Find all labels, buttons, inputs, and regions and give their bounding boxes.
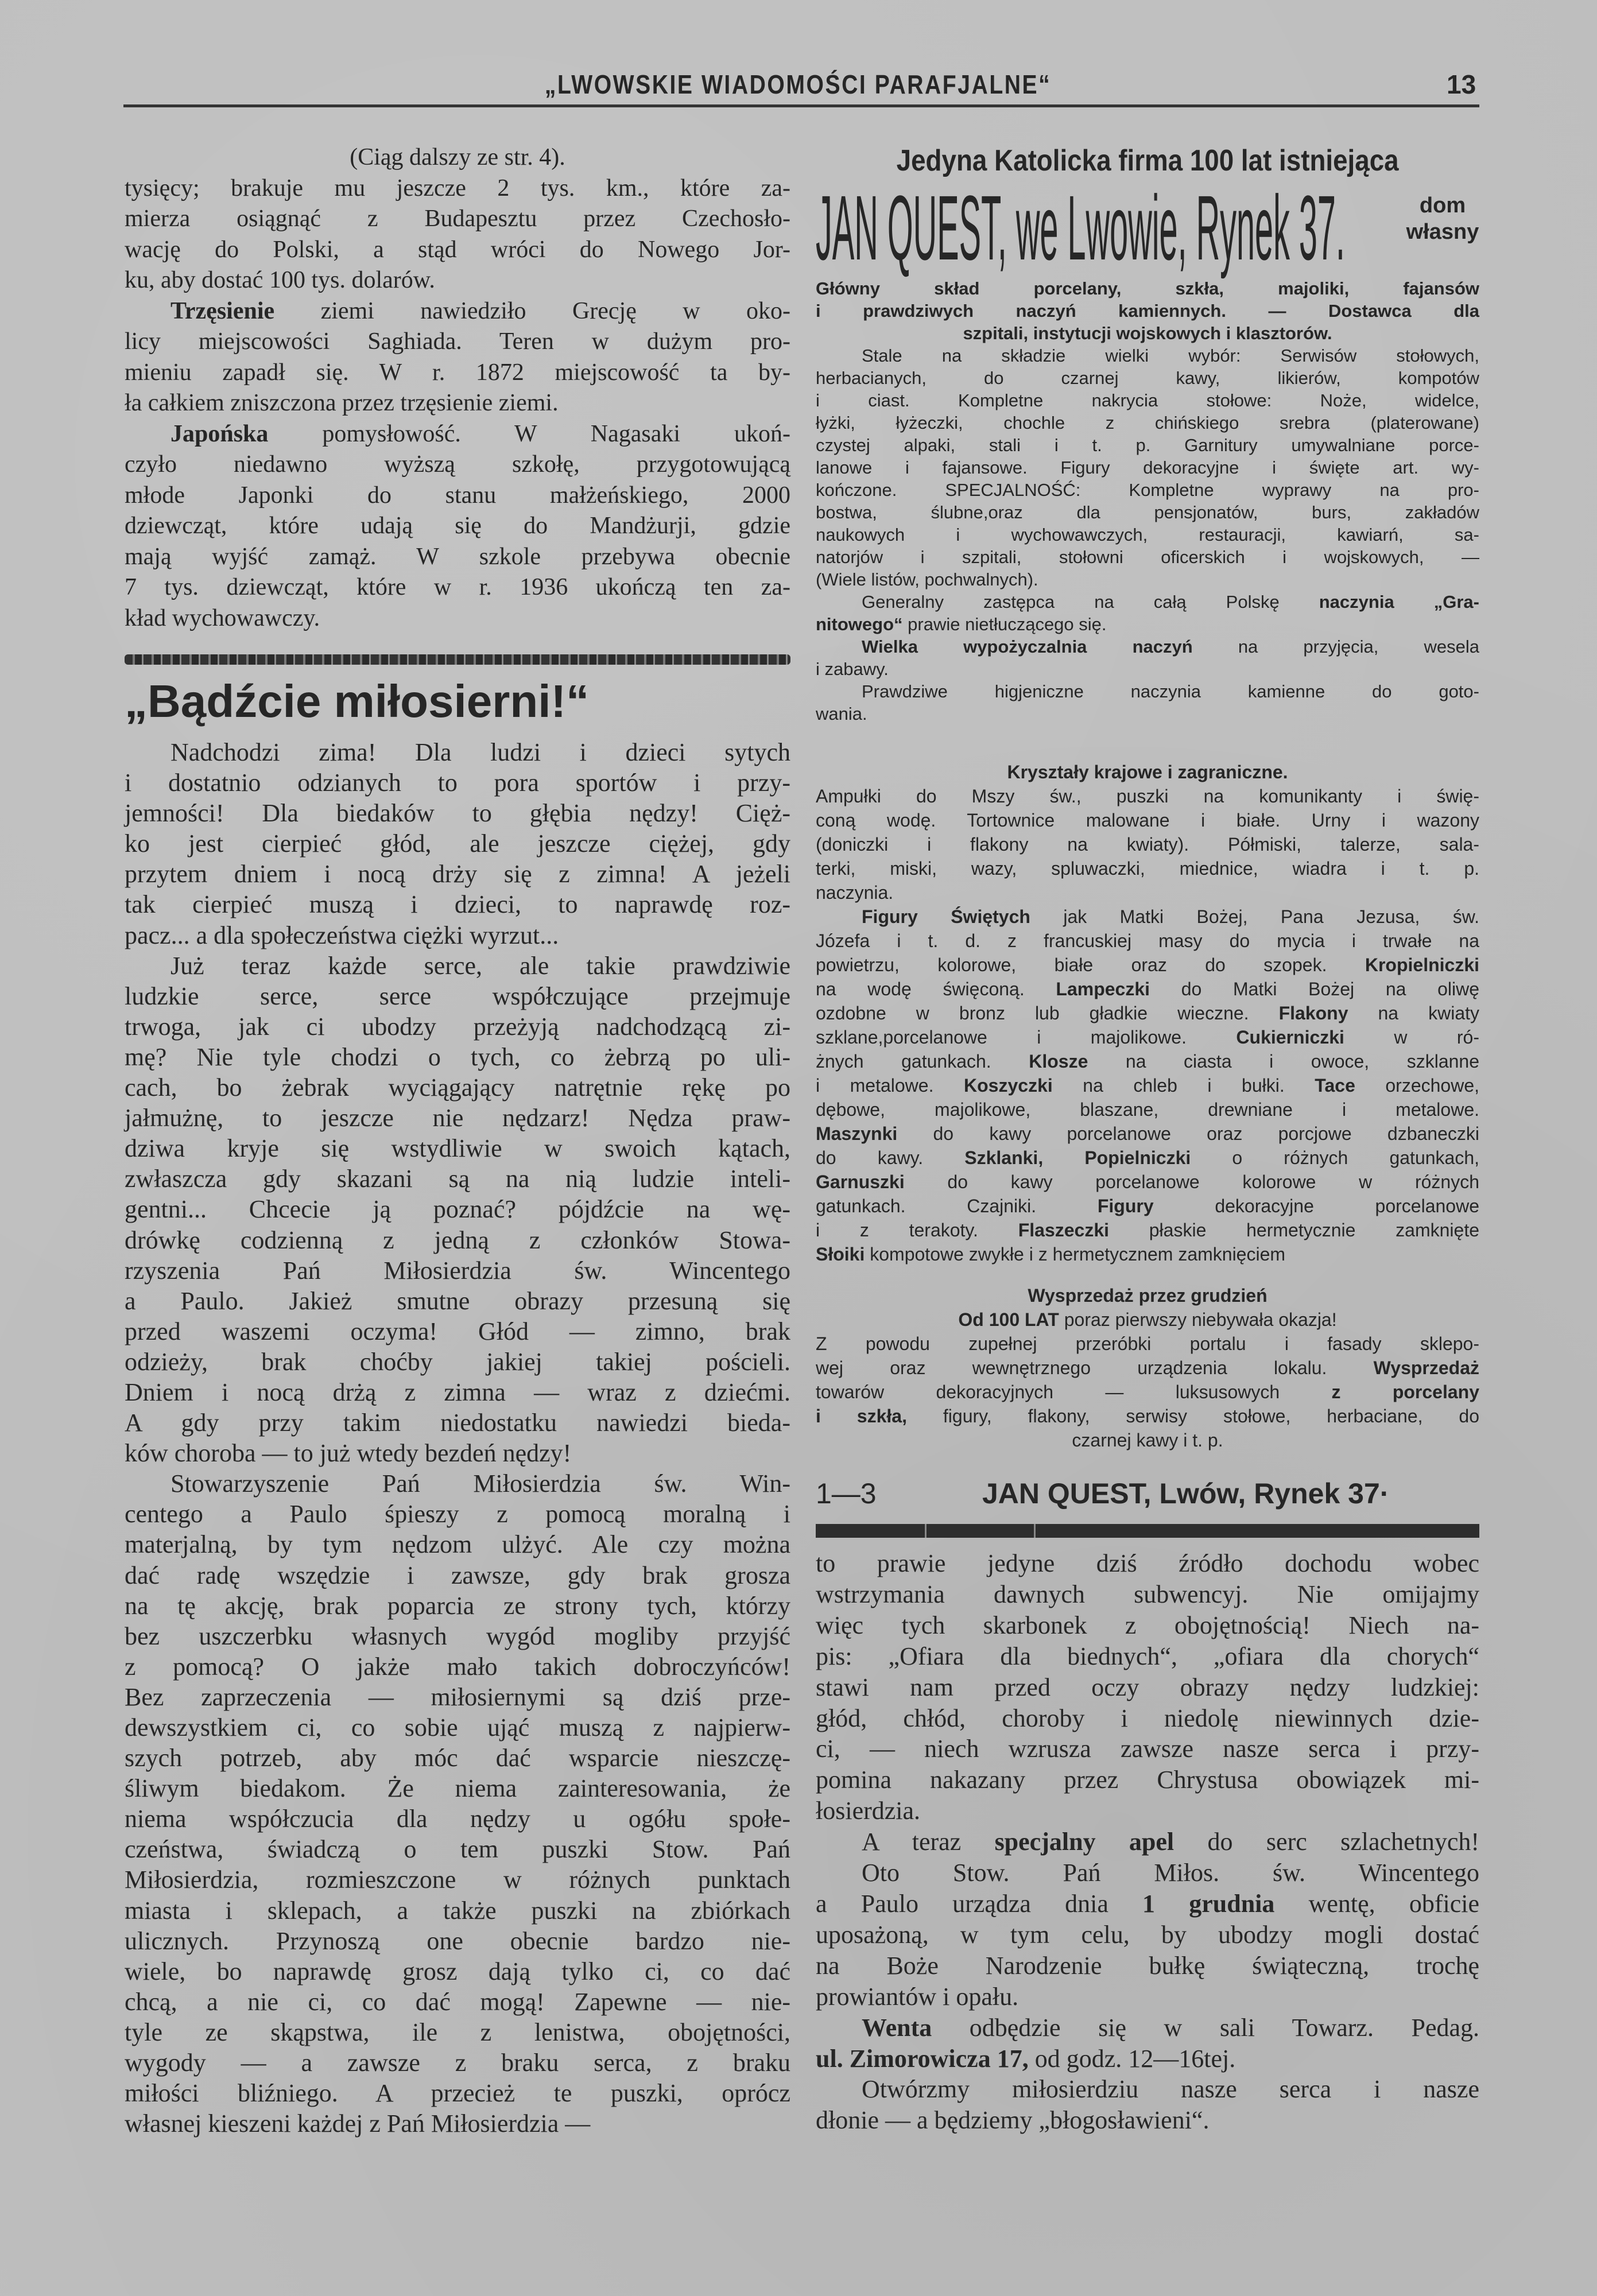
text-line: 7 tys. dziewcząt, które w r. 1936 ukończą ten za-	[125, 574, 790, 600]
text-segment: orzechowe,	[1355, 1075, 1480, 1096]
bold-text: z porcelany	[1331, 1382, 1479, 1402]
text-line: Stowarzyszenie Pań Miłosierdzia św. Win-	[170, 1469, 790, 1498]
text-segment: odbędzie się w sali Towarz. Pedag.	[932, 2013, 1479, 2042]
text-segment: do kawy.	[816, 1147, 965, 1168]
text-line	[816, 905, 1479, 929]
article-body-right	[816, 1548, 1479, 2136]
text-line	[816, 1025, 1479, 1049]
text-line: przytem dniem i nocą drży się z zimna! A jeżeli	[125, 860, 790, 889]
text-line: więc tych skarbonek z obojętnością! Niech na-	[816, 1611, 1479, 1639]
text-segment: poraz pierwszy niebywała okazja!	[1059, 1309, 1337, 1330]
text-line: Ampułki do Mszy św., puszki na komunikanty i świę-	[816, 786, 1479, 806]
text-line: stawi nam przed oczy obrazy nędzy ludzkiej:	[816, 1673, 1479, 1701]
ad-signature-name: JAN QUEST, Lwów, Rynek 37·	[982, 1477, 1390, 1510]
bold-text: Wysprzedaż	[1373, 1358, 1479, 1378]
text-segment: powietrzu, kolorowe, białe oraz do szopek.	[816, 955, 1365, 975]
text-line: Prawdziwe higjeniczne naczynia kamienne do goto-	[862, 681, 1479, 701]
bold-text: Lampeczki	[1056, 979, 1150, 999]
text-line: dłonie — a będziemy „błogosławieni“.	[816, 2106, 1210, 2135]
text-line	[816, 1122, 1479, 1146]
text-segment: na ciasta i owoce, szklanne	[1088, 1051, 1479, 1072]
text-line: Już teraz każde serce, ale takie prawdziwie	[170, 951, 790, 980]
text-line: na tę akcję, brak poparcia ze strony tych, którzy	[125, 1591, 790, 1620]
text-line: jemności! Dla biedaków to głębia nędzy! Cięż-	[125, 799, 790, 828]
text-segment: na przyjęcia, wesela	[1192, 637, 1480, 657]
text-line: (Wiele listów, pochwalnych).	[816, 569, 1038, 589]
bold-text: 1 grudnia	[1142, 1889, 1275, 1918]
ad-wlasny: własny	[1406, 220, 1479, 244]
text-segment: do kawy porcelanowe kolorowe w różnych	[904, 1172, 1479, 1192]
text-segment: A teraz	[862, 1828, 995, 1856]
text-line: Dniem i nocą drżą z zimna — wraz z dziećmi.	[125, 1378, 790, 1406]
text-segment: na chleb i bułki.	[1052, 1075, 1315, 1096]
text-line: drówkę codzienną z jedną z członków Stowa-	[125, 1225, 790, 1254]
text-line: chcą, a nie ci, co dać mogą! Zapewne — nie-	[125, 1987, 790, 2016]
text-line: wygody — a zawsze z braku serca, z braku	[125, 2049, 790, 2077]
text-line: własnej kieszeni każdej z Pań Miłosierdzia —	[125, 2109, 591, 2138]
text-segment: w ró-	[1344, 1027, 1480, 1048]
text-line: jałmużnę, to jeszcze nie nędzarz! Nędza praw-	[125, 1104, 790, 1133]
text-line: pacz... a dla społeczeństwa ciężki wyrzut...	[125, 921, 559, 949]
bold-text: ul. Zimorowicza 17,	[816, 2044, 1029, 2073]
text-line: i ciast. Kompletne nakrycia stołowe: Noże, widelce,	[816, 390, 1479, 410]
text-segment: jak Matki Bożej, Pana Jezusa, św.	[1030, 906, 1479, 927]
text-line: kończone. SPECJALNOŚĆ: Kompletne wyprawy na pro-	[816, 480, 1479, 500]
text-line: Nadchodzi zima! Dla ludzi i dzieci sytych	[170, 738, 790, 766]
text-segment: gatunkach. Czajniki.	[816, 1196, 1098, 1216]
text-line	[816, 1242, 1479, 1266]
ad-signature	[816, 1475, 1479, 1512]
bold-text: Japońska	[170, 420, 269, 447]
text-line: naukowych i wychowawczych, restauracji, kawiarń, sa-	[816, 525, 1479, 545]
text-segment: towarów dekoracyjnych — luksusowych	[816, 1382, 1332, 1402]
text-line: ko jest cierpieć głód, ale jeszcze ciężej, gdy	[125, 829, 790, 858]
text-line: a Paulo. Jakież smutne obrazy przesuną się	[125, 1286, 790, 1315]
text-segment: dekoracyjne porcelanowe	[1153, 1196, 1480, 1216]
bold-text: Tace	[1315, 1075, 1355, 1096]
text-line: miasta i sklepach, a także puszki na zbiórkach	[125, 1896, 790, 1925]
text-line: mierza osiągnąć z Budapesztu przez Czechosło-	[125, 205, 790, 232]
bold-text: szpitali, instytucji wojskowych i klasztorów.	[963, 323, 1332, 343]
text-line: herbacianych, do czarnej kawy, likierów, kompotów	[816, 368, 1479, 388]
text-line: naczynia.	[816, 882, 894, 903]
ad-body-main	[816, 277, 1479, 725]
text-line: centego a Paulo śpieszy z pomocą moralną i	[125, 1500, 790, 1529]
text-segment: płaskie hermetycznie zamknięte	[1109, 1220, 1480, 1240]
text-line: wania.	[816, 704, 867, 724]
text-line: A gdy przy takim niedostatku nawiedzi bieda-	[125, 1409, 790, 1437]
text-line: rzyszenia Pań Miłosierdzia św. Wincentego	[125, 1256, 790, 1285]
article-title: „Bądźcie miłosierni!“	[125, 676, 590, 727]
text-line: dewszystkiem ci, co sobie ująć muszą z najpierw-	[125, 1713, 790, 1742]
text-line	[816, 322, 1479, 344]
text-segment: do serc szlachetnych!	[1174, 1828, 1479, 1856]
text-segment: a Paulo urządza dnia	[816, 1889, 1143, 1918]
text-line	[816, 1380, 1479, 1404]
bold-text: nitowego“	[816, 614, 903, 634]
text-line: natorjów i szpitali, stołowni oficerskich i wojskowych, —	[816, 547, 1479, 567]
text-line: ku, aby dostać 100 tys. dolarów.	[125, 267, 435, 293]
bold-text: Wenta	[862, 2013, 932, 2042]
text-segment: kompotowe zwykłe i z hermetycznem zamknięciem	[865, 1244, 1286, 1265]
text-line: tyle ze skąpstwa, ile z lenistwa, obojętności,	[125, 2018, 790, 2046]
text-line: wiele, bo naprawdę grosz dają tylko ci, co dać	[125, 1957, 790, 1985]
text-segment: na wodę święconą.	[816, 979, 1056, 999]
text-line: Otwórzmy miłosierdziu nasze serca i nasze	[862, 2075, 1479, 2104]
text-segment: o różnych gatunkach,	[1191, 1147, 1480, 1168]
text-segment: wej oraz wewnętrznego urządzenia lokalu.	[816, 1358, 1374, 1378]
bold-text: Garnuszki	[816, 1172, 905, 1192]
text-line	[816, 1308, 1479, 1332]
newspaper-title	[402, 69, 1194, 100]
ad-dom-wlasny	[1405, 192, 1480, 245]
text-line	[816, 977, 1479, 1001]
ad-company-name: JAN QUEST, we Lwowie, Rynek 37.	[816, 176, 1345, 279]
text-line: czarnej kawy i t. p.	[1072, 1430, 1223, 1450]
text-segment: szklane,porcelanowe i majolikowe.	[816, 1027, 1236, 1048]
bold-text: Kropielniczki	[1365, 955, 1479, 975]
text-segment: na kwiaty	[1348, 1003, 1480, 1023]
news-briefs-column	[125, 142, 790, 634]
bold-text: i prawdziwych naczyń kamiennych. — Dostawca dla	[816, 301, 1479, 321]
text-line: dać radę wszędzie i zawsze, gdy brak grosza	[125, 1561, 790, 1589]
text-line	[125, 296, 790, 327]
ad-body-products	[816, 760, 1479, 1452]
ad-insertion-number: 1—3	[816, 1477, 877, 1510]
text-line	[816, 1218, 1479, 1242]
article-body-left	[125, 737, 790, 2139]
text-line: ludzkie serce, serce współczujące przejmuje	[125, 982, 790, 1010]
bold-text: Słoiki	[816, 1244, 865, 1265]
text-segment: prawie nietłuczącego się.	[902, 614, 1107, 634]
text-line: Józefa i t. d. z francuskiej masy do mycia i trwałe na	[816, 930, 1479, 951]
bold-text: Trzęsienie	[170, 297, 275, 324]
bold-text: Flakony	[1278, 1003, 1348, 1023]
text-line	[816, 1049, 1479, 1073]
text-line	[125, 419, 790, 450]
ad-dom: dom	[1419, 193, 1466, 218]
text-line: i dostatnio odzianych to pora sportów i przy-	[125, 769, 790, 797]
text-line: ła całkiem zniszczona przez trzęsienie ziemi.	[125, 390, 559, 416]
text-line: ci, — niech wzrusza zawsze nasze serca i przy-	[816, 1735, 1479, 1763]
bold-text: specjalny apel	[994, 1828, 1175, 1856]
text-line	[816, 1356, 1479, 1380]
text-line: Miłosierdzia, rozmieszczone w różnych punktach	[125, 1865, 790, 1894]
bold-text: Szklanki, Popielniczki	[964, 1147, 1191, 1168]
text-line: czyło niedawno wyższą szkołę, przygotowującą	[125, 451, 790, 478]
text-line: młode Japonki do stanu małżeńskiego, 2000	[125, 482, 790, 509]
bold-text: Od 100 LAT	[958, 1309, 1059, 1330]
text-line: szych potrzeb, aby móc dać wsparcie nieszczę-	[125, 1744, 790, 1773]
text-segment: żnych gatunkach.	[816, 1051, 1029, 1072]
ornamental-divider	[125, 654, 790, 665]
text-line	[816, 277, 1479, 300]
text-line	[816, 591, 1479, 613]
text-segment: i z terakoty.	[816, 1220, 1018, 1240]
text-line: czeństwa, świadczą o tem puszki Stow. Pań	[125, 1835, 790, 1864]
text-segment: i metalowe.	[816, 1075, 964, 1096]
text-line: wację do Polski, a stąd wróci do Nowego Jor-	[125, 236, 790, 263]
text-line: dębowe, majolikowe, blaszane, drewniane i metalowe.	[816, 1099, 1479, 1120]
text-line: mę? Nie tyle chodzi o tych, co żebrzą po uli-	[125, 1042, 790, 1071]
bold-text: Główny skład porcelany, szkła, majoliki, fajansów	[816, 278, 1479, 298]
text-line: z pomocą? O jakże mało takich dobroczyńców!	[125, 1652, 790, 1681]
text-line	[816, 613, 1479, 635]
text-segment: pomysłowość. W Nagasaki ukoń-	[268, 420, 790, 447]
text-line: to prawie jedyne dziś źródło dochodu wobec	[816, 1549, 1479, 1577]
text-line: cach, bo żebrak wyciągający natrętnie rękę po	[125, 1073, 790, 1102]
bold-text: Kryształy krajowe i zagraniczne.	[1007, 762, 1288, 782]
text-line: i zabawy.	[816, 659, 889, 679]
text-line: tak cierpieć muszą i dzieci, to naprawdę roz-	[125, 890, 790, 919]
text-line: dziwa kryje się wstydliwie w swoich kątach,	[125, 1134, 790, 1163]
text-segment: do Matki Bożej na oliwę	[1150, 979, 1479, 999]
text-line: bostwa, ślubne,oraz dla pensjonatów, burs, zakładów	[816, 502, 1479, 522]
bold-text: Wielka wypożyczalnia naczyń	[862, 637, 1193, 657]
text-segment: od godz. 12—16tej.	[1028, 2044, 1236, 2073]
text-line: wstrzymania dawnych subwencyj. Nie omijajmy	[816, 1580, 1479, 1608]
text-line: pomina nakazany przez Chrystusa obowiązek mi-	[816, 1766, 1479, 1794]
ad-headline-text: Jedyna Katolicka firma 100 lat istniejąca	[896, 144, 1399, 177]
text-line: bez uszczerbku własnych wygód mogliby przyjść	[125, 1622, 790, 1650]
bold-text: Figury	[1097, 1196, 1154, 1216]
text-segment: wentę, obficie	[1274, 1889, 1480, 1918]
text-line	[816, 1826, 1479, 1857]
text-line: terki, miski, wazy, spluwaczki, miednice, wiadra i t. p.	[816, 858, 1479, 879]
text-line	[816, 1888, 1479, 1919]
newspaper-title-text: „LWOWSKIE WIADOMOŚCI PARAFJALNE“	[544, 69, 1052, 99]
text-segment: Generalny zastępca na całą Polskę	[862, 592, 1319, 612]
text-line: gentni... Chcecie ją poznać? pójdźcie na wę-	[125, 1195, 790, 1224]
text-line: Z powodu zupełnej przeróbki portalu i fasady sklepo-	[816, 1333, 1479, 1354]
text-line: trwoga, jak ci ubodzy przeżyją nadchodzącą zi-	[125, 1012, 790, 1041]
text-segment: ziemi nawiedziło Grecję w oko-	[274, 297, 790, 324]
text-line: mają wyjść zamąż. W szkole przebywa obecnie	[125, 543, 790, 570]
bold-text: Cukierniczki	[1236, 1027, 1344, 1048]
text-line: ulicznych. Przynoszą one obecnie bardzo nie-	[125, 1926, 790, 1955]
bold-text: Wysprzedaż przez grudzień	[1028, 1285, 1267, 1306]
text-line: uposażoną, w tym celu, by ubodzy mogli dostać	[816, 1920, 1479, 1949]
text-line	[816, 1146, 1479, 1170]
text-line	[816, 1404, 1479, 1428]
text-line: przed waszemi oczyma! Głód — zimno, brak	[125, 1317, 790, 1345]
black-divider-bar	[816, 1524, 1479, 1538]
text-line: prowiantów i opału.	[816, 1982, 1019, 2011]
bold-text: Koszyczki	[964, 1075, 1053, 1096]
text-line	[816, 1283, 1479, 1308]
text-line: miłości bliźniego. A przecież te puszki, oprócz	[125, 2079, 790, 2108]
text-line: Oto Stow. Pań Miłos. św. Wincentego	[862, 1859, 1479, 1887]
text-line	[816, 1001, 1479, 1025]
bold-text: Klosze	[1029, 1051, 1088, 1072]
text-line: zwłaszcza gdy skazani są na nią ludzie inteli-	[125, 1165, 790, 1193]
text-line: kład wychowawczy.	[125, 604, 320, 631]
text-line	[816, 2012, 1479, 2043]
text-line: dziewcząt, które udają się do Mandżurji, gdzie	[125, 513, 790, 539]
bold-text: naczynia „Gra-	[1319, 592, 1479, 612]
bold-text: i szkła,	[816, 1406, 907, 1426]
text-line: odzieży, brak choćby jakiej takiej pościeli.	[125, 1347, 790, 1376]
text-line: Bez zaprzeczenia — miłosiernymi są dziś prze-	[125, 1682, 790, 1711]
text-line: tysięcy; brakuje mu jeszcze 2 tys. km., które za-	[125, 174, 790, 201]
text-line: (Ciąg dalszy ze str. 4).	[350, 144, 565, 170]
text-line: ków choroba — to już wtedy bezdeń nędzy!	[125, 1439, 572, 1468]
bold-text: Flaszeczki	[1018, 1220, 1110, 1240]
text-line: łyżki, łyżeczki, chochle z chińskiego srebra (platerowane)	[816, 413, 1479, 433]
text-line: głód, chłód, choroby i niedolę niewinnych dzie-	[816, 1704, 1479, 1732]
text-line: materjalną, by tym nędzom ulżyć. Ale czy można	[125, 1530, 790, 1559]
text-line	[816, 2043, 1479, 2074]
ad-headline	[816, 144, 1479, 178]
text-line: niema współczucia dla nędzy u ogółu społe-	[125, 1805, 790, 1833]
text-line: (doniczki i flakony na kwiaty). Półmiski, talerze, sala-	[816, 834, 1479, 855]
text-line: licy miejscowości Saghiada. Teren w dużym pro-	[125, 328, 790, 355]
text-line: czystej alpaki, stali i t. p. Garnitury umywalniane porce-	[816, 435, 1479, 455]
text-line	[816, 1073, 1479, 1097]
text-segment: do kawy porcelanowe oraz porcjowe dzbaneczki	[897, 1123, 1479, 1144]
text-line	[816, 760, 1479, 784]
text-line: pis: „Ofiara dla biednych“, „ofiara dla chorych“	[816, 1642, 1479, 1670]
text-line	[816, 1170, 1479, 1194]
text-line	[816, 953, 1479, 977]
text-line	[816, 635, 1479, 658]
bold-text: Maszynki	[816, 1123, 898, 1144]
text-line: coną wodę. Tortownice malowane i białe. Urny i wazony	[816, 810, 1479, 831]
text-line	[816, 1194, 1479, 1218]
text-line: Stale na składzie wielki wybór: Serwisów stołowych,	[862, 346, 1479, 366]
page-number: 13	[1447, 69, 1476, 99]
text-line: śliwym biedakom. Że niema zainteresowania, że	[125, 1774, 790, 1803]
text-line: na Boże Narodzenie bułkę świąteczną, trochę	[816, 1951, 1479, 1980]
text-segment: ozdobne w bronz lub gładkie wieczne.	[816, 1003, 1279, 1023]
text-line	[816, 300, 1479, 322]
bold-text: Figury Świętych	[862, 906, 1030, 927]
header-rule	[123, 104, 1479, 107]
text-line: łosierdzia.	[816, 1797, 921, 1825]
text-segment: figury, flakony, serwisy stołowe, herbaciane, do	[906, 1406, 1480, 1426]
text-line: lanowe i fajansowe. Figury dekoracyjne i święte art. wy-	[816, 457, 1479, 478]
text-line: mieniu zapadł się. W r. 1872 miejscowość ta by-	[125, 359, 790, 386]
